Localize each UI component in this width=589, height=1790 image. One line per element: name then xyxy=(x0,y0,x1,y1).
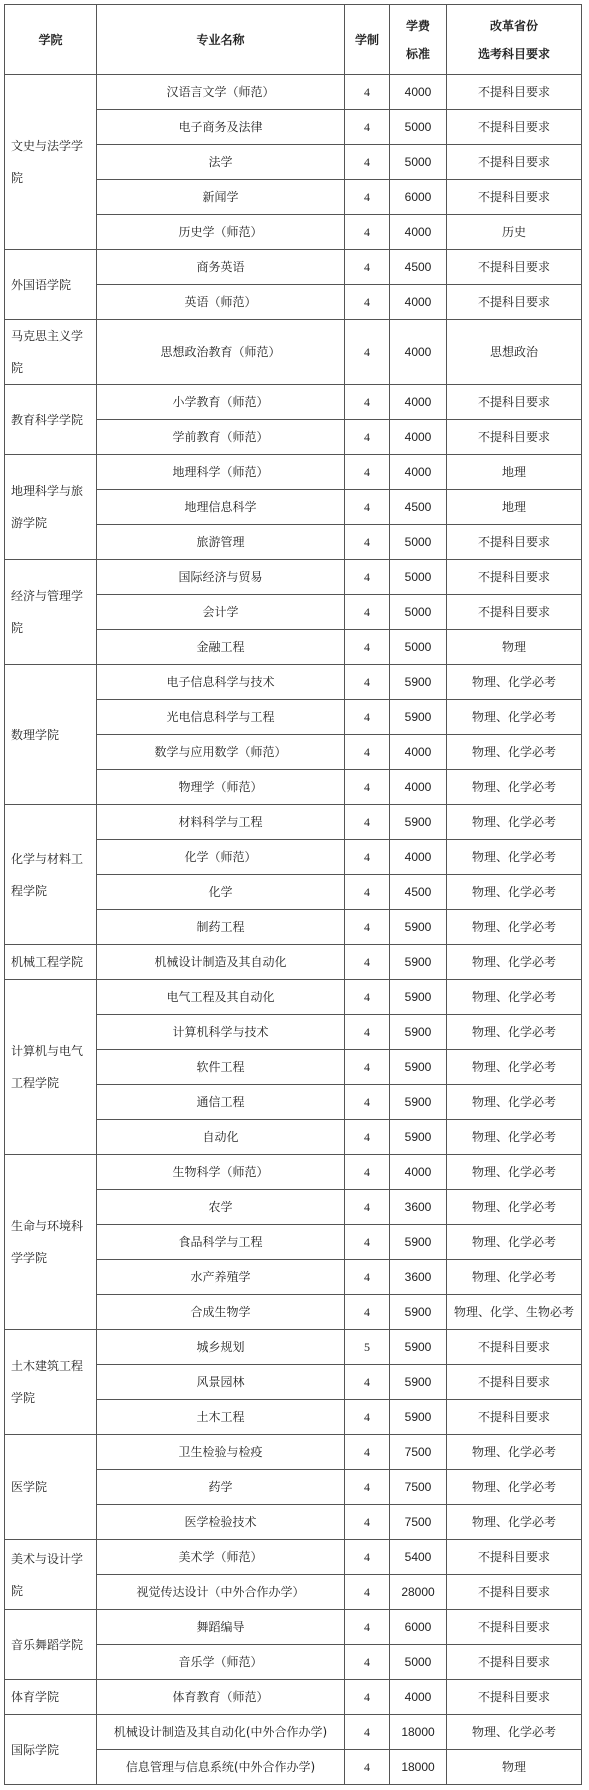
fee-cell: 5000 xyxy=(390,145,447,180)
fee-cell: 5000 xyxy=(390,110,447,145)
requirement-cell: 不提科目要求 xyxy=(447,1400,582,1435)
fee-cell: 28000 xyxy=(390,1575,447,1610)
years-cell: 4 xyxy=(345,1295,390,1330)
requirement-cell: 不提科目要求 xyxy=(447,1365,582,1400)
fee-cell: 5900 xyxy=(390,910,447,945)
requirement-cell: 不提科目要求 xyxy=(447,285,582,320)
major-cell: 机械设计制造及其自动化(中外合作办学) xyxy=(97,1715,345,1750)
header-requirement xyxy=(447,5,582,75)
requirement-cell: 物理 xyxy=(447,1750,582,1785)
fee-cell: 4000 xyxy=(390,770,447,805)
major-cell: 生物科学（师范） xyxy=(97,1155,345,1190)
major-cell: 国际经济与贸易 xyxy=(97,560,345,595)
requirement-cell: 不提科目要求 xyxy=(447,1610,582,1645)
requirement-cell: 不提科目要求 xyxy=(447,180,582,215)
requirement-cell: 物理、化学必考 xyxy=(447,910,582,945)
fee-cell: 5900 xyxy=(390,1015,447,1050)
college-cell: 教育科学学院 xyxy=(5,385,97,455)
major-cell: 土木工程 xyxy=(97,1400,345,1435)
years-cell: 4 xyxy=(345,770,390,805)
fee-cell: 4000 xyxy=(390,735,447,770)
major-cell: 自动化 xyxy=(97,1120,345,1155)
requirement-cell: 不提科目要求 xyxy=(447,250,582,285)
requirement-cell: 物理、化学必考 xyxy=(447,1085,582,1120)
requirement-cell: 思想政治 xyxy=(447,320,582,385)
major-cell: 软件工程 xyxy=(97,1050,345,1085)
header-years: 学制 xyxy=(345,5,390,75)
years-cell: 4 xyxy=(345,1015,390,1050)
fee-cell: 5000 xyxy=(390,560,447,595)
requirement-cell: 物理、化学必考 xyxy=(447,1015,582,1050)
requirement-cell: 物理、化学必考 xyxy=(447,875,582,910)
table-row xyxy=(5,560,582,595)
major-cell: 材料科学与工程 xyxy=(97,805,345,840)
major-cell: 医学检验技术 xyxy=(97,1505,345,1540)
table-row xyxy=(5,665,582,700)
requirement-cell: 地理 xyxy=(447,490,582,525)
major-cell: 体育教育（师范） xyxy=(97,1680,345,1715)
major-cell: 化学 xyxy=(97,875,345,910)
header-fee xyxy=(390,5,447,75)
years-cell: 4 xyxy=(345,285,390,320)
fee-cell: 5900 xyxy=(390,1330,447,1365)
requirement-cell: 不提科目要求 xyxy=(447,1575,582,1610)
fee-cell: 4500 xyxy=(390,250,447,285)
requirement-cell: 不提科目要求 xyxy=(447,110,582,145)
college-cell: 机械工程学院 xyxy=(5,945,97,980)
header-fee-line2: 标准 xyxy=(405,46,430,61)
major-cell: 食品科学与工程 xyxy=(97,1225,345,1260)
major-cell: 新闻学 xyxy=(97,180,345,215)
table-row xyxy=(5,320,582,385)
years-cell: 4 xyxy=(345,1540,390,1575)
table-row xyxy=(5,385,582,420)
table-row xyxy=(5,980,582,1015)
requirement-cell: 物理、化学必考 xyxy=(447,1260,582,1295)
fee-cell: 5900 xyxy=(390,1050,447,1085)
fee-cell: 3600 xyxy=(390,1260,447,1295)
fee-cell: 7500 xyxy=(390,1505,447,1540)
college-cell: 医学院 xyxy=(5,1435,97,1540)
requirement-cell: 不提科目要求 xyxy=(447,1645,582,1680)
fee-cell: 5900 xyxy=(390,805,447,840)
requirement-cell: 不提科目要求 xyxy=(447,1680,582,1715)
fee-cell: 5000 xyxy=(390,630,447,665)
requirement-cell: 地理 xyxy=(447,455,582,490)
fee-cell: 4000 xyxy=(390,320,447,385)
requirement-cell: 物理、化学必考 xyxy=(447,840,582,875)
years-cell: 4 xyxy=(345,1750,390,1785)
college-cell: 文史与法学学院 xyxy=(5,75,97,250)
requirement-cell: 物理、化学、生物必考 xyxy=(447,1295,582,1330)
major-cell: 汉语言文学（师范） xyxy=(97,75,345,110)
fee-cell: 7500 xyxy=(390,1470,447,1505)
college-cell: 计算机与电气工程学院 xyxy=(5,980,97,1155)
fee-cell: 4000 xyxy=(390,455,447,490)
fee-cell: 5400 xyxy=(390,1540,447,1575)
requirement-cell: 物理、化学必考 xyxy=(447,1120,582,1155)
table-row xyxy=(5,1715,582,1750)
major-cell: 农学 xyxy=(97,1190,345,1225)
years-cell: 4 xyxy=(345,525,390,560)
years-cell: 4 xyxy=(345,1120,390,1155)
requirement-cell: 物理、化学必考 xyxy=(447,1050,582,1085)
fee-cell: 4000 xyxy=(390,285,447,320)
years-cell: 4 xyxy=(345,700,390,735)
document-page xyxy=(4,4,582,1785)
years-cell: 4 xyxy=(345,875,390,910)
requirement-cell: 不提科目要求 xyxy=(447,595,582,630)
years-cell: 4 xyxy=(345,1610,390,1645)
major-cell: 计算机科学与技术 xyxy=(97,1015,345,1050)
requirement-cell: 物理 xyxy=(447,630,582,665)
major-cell: 音乐学（师范） xyxy=(97,1645,345,1680)
college-cell: 生命与环境科学学院 xyxy=(5,1155,97,1330)
college-cell: 外国语学院 xyxy=(5,250,97,320)
requirement-cell: 不提科目要求 xyxy=(447,75,582,110)
fee-cell: 4500 xyxy=(390,490,447,525)
requirement-cell: 历史 xyxy=(447,215,582,250)
major-cell: 数学与应用数学（师范） xyxy=(97,735,345,770)
table-body xyxy=(5,75,582,1785)
requirement-cell: 不提科目要求 xyxy=(447,420,582,455)
fee-cell: 6000 xyxy=(390,180,447,215)
requirement-cell: 物理、化学必考 xyxy=(447,1505,582,1540)
table-row xyxy=(5,1155,582,1190)
major-cell: 卫生检验与检疫 xyxy=(97,1435,345,1470)
years-cell: 4 xyxy=(345,215,390,250)
years-cell: 5 xyxy=(345,1330,390,1365)
major-cell: 化学（师范） xyxy=(97,840,345,875)
major-cell: 舞蹈编导 xyxy=(97,1610,345,1645)
table-row xyxy=(5,1680,582,1715)
years-cell: 4 xyxy=(345,1085,390,1120)
college-cell: 美术与设计学院 xyxy=(5,1540,97,1610)
table-row xyxy=(5,945,582,980)
requirement-cell: 物理、化学必考 xyxy=(447,665,582,700)
fee-cell: 18000 xyxy=(390,1715,447,1750)
fee-cell: 5000 xyxy=(390,1645,447,1680)
major-cell: 小学教育（师范） xyxy=(97,385,345,420)
major-cell: 机械设计制造及其自动化 xyxy=(97,945,345,980)
fee-cell: 5000 xyxy=(390,595,447,630)
table-row xyxy=(5,1610,582,1645)
years-cell: 4 xyxy=(345,420,390,455)
years-cell: 4 xyxy=(345,1190,390,1225)
major-cell: 电气工程及其自动化 xyxy=(97,980,345,1015)
fee-cell: 5900 xyxy=(390,1365,447,1400)
college-cell: 土木建筑工程学院 xyxy=(5,1330,97,1435)
years-cell: 4 xyxy=(345,1400,390,1435)
fee-cell: 5900 xyxy=(390,700,447,735)
table-row xyxy=(5,1435,582,1470)
requirement-cell: 物理、化学必考 xyxy=(447,770,582,805)
table-row xyxy=(5,250,582,285)
fee-cell: 18000 xyxy=(390,1750,447,1785)
college-cell: 体育学院 xyxy=(5,1680,97,1715)
header-row xyxy=(5,5,582,75)
years-cell: 4 xyxy=(345,945,390,980)
table-row xyxy=(5,1540,582,1575)
header-fee-line1: 学费 xyxy=(405,18,430,33)
years-cell: 4 xyxy=(345,385,390,420)
header-college: 学院 xyxy=(5,5,97,75)
major-cell: 商务英语 xyxy=(97,250,345,285)
years-cell: 4 xyxy=(345,980,390,1015)
fee-cell: 5900 xyxy=(390,1295,447,1330)
requirement-cell: 不提科目要求 xyxy=(447,145,582,180)
requirement-cell: 物理、化学必考 xyxy=(447,805,582,840)
fee-cell: 7500 xyxy=(390,1435,447,1470)
years-cell: 4 xyxy=(345,1050,390,1085)
major-cell: 金融工程 xyxy=(97,630,345,665)
fee-cell: 4000 xyxy=(390,420,447,455)
years-cell: 4 xyxy=(345,630,390,665)
fee-cell: 5900 xyxy=(390,1120,447,1155)
major-cell: 地理信息科学 xyxy=(97,490,345,525)
requirement-cell: 物理、化学必考 xyxy=(447,945,582,980)
header-major: 专业名称 xyxy=(97,5,345,75)
fee-cell: 4000 xyxy=(390,1155,447,1190)
years-cell: 4 xyxy=(345,1505,390,1540)
major-cell: 法学 xyxy=(97,145,345,180)
college-cell: 马克思主义学院 xyxy=(5,320,97,385)
major-cell: 学前教育（师范） xyxy=(97,420,345,455)
college-cell: 数理学院 xyxy=(5,665,97,805)
years-cell: 4 xyxy=(345,145,390,180)
requirement-cell: 不提科目要求 xyxy=(447,385,582,420)
major-cell: 合成生物学 xyxy=(97,1295,345,1330)
header-requirement-line2: 选考科目要求 xyxy=(477,46,550,61)
years-cell: 4 xyxy=(345,75,390,110)
table-row xyxy=(5,75,582,110)
fee-cell: 4000 xyxy=(390,75,447,110)
requirement-cell: 物理、化学必考 xyxy=(447,1225,582,1260)
major-cell: 信息管理与信息系统(中外合作办学) xyxy=(97,1750,345,1785)
major-cell: 旅游管理 xyxy=(97,525,345,560)
years-cell: 4 xyxy=(345,735,390,770)
years-cell: 4 xyxy=(345,180,390,215)
years-cell: 4 xyxy=(345,805,390,840)
years-cell: 4 xyxy=(345,840,390,875)
major-cell: 风景园林 xyxy=(97,1365,345,1400)
requirement-cell: 物理、化学必考 xyxy=(447,1190,582,1225)
years-cell: 4 xyxy=(345,1225,390,1260)
requirement-cell: 不提科目要求 xyxy=(447,1330,582,1365)
major-cell: 电子信息科学与技术 xyxy=(97,665,345,700)
years-cell: 4 xyxy=(345,665,390,700)
requirement-cell: 物理、化学必考 xyxy=(447,1715,582,1750)
requirement-cell: 物理、化学必考 xyxy=(447,1155,582,1190)
years-cell: 4 xyxy=(345,1715,390,1750)
years-cell: 4 xyxy=(345,455,390,490)
major-cell: 历史学（师范） xyxy=(97,215,345,250)
major-cell: 美术学（师范） xyxy=(97,1540,345,1575)
majors-table xyxy=(4,4,582,1785)
college-cell: 经济与管理学院 xyxy=(5,560,97,665)
fee-cell: 4000 xyxy=(390,1680,447,1715)
fee-cell: 6000 xyxy=(390,1610,447,1645)
major-cell: 水产养殖学 xyxy=(97,1260,345,1295)
major-cell: 药学 xyxy=(97,1470,345,1505)
requirement-cell: 物理、化学必考 xyxy=(447,1435,582,1470)
years-cell: 4 xyxy=(345,110,390,145)
years-cell: 4 xyxy=(345,1365,390,1400)
years-cell: 4 xyxy=(345,320,390,385)
years-cell: 4 xyxy=(345,1260,390,1295)
major-cell: 城乡规划 xyxy=(97,1330,345,1365)
major-cell: 思想政治教育（师范） xyxy=(97,320,345,385)
major-cell: 视觉传达设计（中外合作办学） xyxy=(97,1575,345,1610)
major-cell: 制药工程 xyxy=(97,910,345,945)
requirement-cell: 不提科目要求 xyxy=(447,525,582,560)
years-cell: 4 xyxy=(345,1435,390,1470)
years-cell: 4 xyxy=(345,1575,390,1610)
years-cell: 4 xyxy=(345,490,390,525)
fee-cell: 4000 xyxy=(390,385,447,420)
years-cell: 4 xyxy=(345,1155,390,1190)
fee-cell: 4000 xyxy=(390,215,447,250)
requirement-cell: 不提科目要求 xyxy=(447,560,582,595)
major-cell: 通信工程 xyxy=(97,1085,345,1120)
requirement-cell: 物理、化学必考 xyxy=(447,980,582,1015)
years-cell: 4 xyxy=(345,1680,390,1715)
years-cell: 4 xyxy=(345,595,390,630)
years-cell: 4 xyxy=(345,910,390,945)
years-cell: 4 xyxy=(345,250,390,285)
college-cell: 音乐舞蹈学院 xyxy=(5,1610,97,1680)
college-cell: 化学与材料工程学院 xyxy=(5,805,97,945)
header-requirement-line1: 改革省份 xyxy=(489,18,538,33)
major-cell: 会计学 xyxy=(97,595,345,630)
fee-cell: 5900 xyxy=(390,1400,447,1435)
years-cell: 4 xyxy=(345,1645,390,1680)
fee-cell: 3600 xyxy=(390,1190,447,1225)
college-cell: 国际学院 xyxy=(5,1715,97,1785)
fee-cell: 5900 xyxy=(390,980,447,1015)
fee-cell: 5900 xyxy=(390,945,447,980)
requirement-cell: 物理、化学必考 xyxy=(447,1470,582,1505)
fee-cell: 5900 xyxy=(390,1085,447,1120)
college-cell: 地理科学与旅游学院 xyxy=(5,455,97,560)
table-row xyxy=(5,805,582,840)
years-cell: 4 xyxy=(345,560,390,595)
years-cell: 4 xyxy=(345,1470,390,1505)
fee-cell: 4500 xyxy=(390,875,447,910)
major-cell: 地理科学（师范） xyxy=(97,455,345,490)
requirement-cell: 物理、化学必考 xyxy=(447,700,582,735)
requirement-cell: 不提科目要求 xyxy=(447,1540,582,1575)
requirement-cell: 物理、化学必考 xyxy=(447,735,582,770)
fee-cell: 5000 xyxy=(390,525,447,560)
fee-cell: 5900 xyxy=(390,1225,447,1260)
table-row xyxy=(5,1330,582,1365)
major-cell: 电子商务及法律 xyxy=(97,110,345,145)
fee-cell: 5900 xyxy=(390,665,447,700)
major-cell: 光电信息科学与工程 xyxy=(97,700,345,735)
major-cell: 物理学（师范） xyxy=(97,770,345,805)
table-row xyxy=(5,455,582,490)
fee-cell: 4000 xyxy=(390,840,447,875)
major-cell: 英语（师范） xyxy=(97,285,345,320)
